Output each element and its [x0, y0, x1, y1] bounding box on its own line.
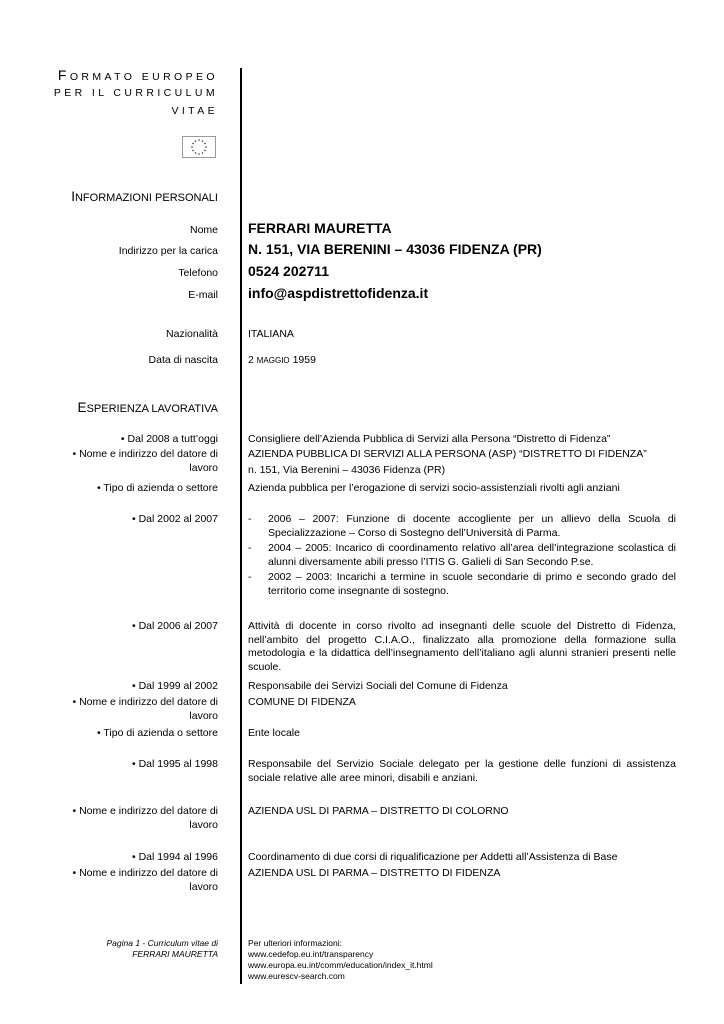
- e2-list: [248, 513, 676, 600]
- e1-employer: AZIENDA PUBBLICA DI SERVIZI ALLA PERSONA (ASP) “DISTRETTO DI FIDENZA”: [248, 448, 647, 460]
- e1-employer-address: n. 151, Via Berenini – 43036 Fidenza (PR): [248, 464, 446, 476]
- vertical-divider: [240, 68, 242, 984]
- telefono-label: Telefono: [178, 267, 218, 279]
- e1-role: Consigliere dell’Azienda Pubblica di Servizi alla Persona “Distretto di Fidenza”: [248, 433, 611, 445]
- e1-type: Azienda pubblica per l’erogazione di servizi socio-assistenziali rivolti agli anziani: [248, 482, 620, 494]
- e3-text: Attività di docente in corso rivolto ad insegnanti delle scuole del Distretto di Fidenza, nell’ambito del progetto C.I.A.O., finalizzato alla promozione della formazione sulla metodologia e la didattica dell’insegnamento dell’italiano agli alunni stranieri presenti nelle scuole.: [248, 620, 676, 673]
- e5-text: Responsabile del Servizio Sociale delegato per la gestione delle funzioni di assistenza sociale relative alle aree minori, disabili e anziani.: [248, 758, 676, 784]
- footer-info-label: Per ulteriori informazioni:: [248, 938, 343, 948]
- e4-employer-label: • Nome e indirizzo del datore di lavoro: [72, 696, 218, 722]
- email-label: E-mail: [188, 289, 218, 301]
- list-item: - 2004 – 2005: Incarico di coordinamento relativo all’area dell’integrazione scolastica di alunni diversamente abili presso l’ITIS G. Galieli di San Secondo P.se.: [248, 542, 676, 568]
- e1-employer-label: • Nome e indirizzo del datore di lavoro: [72, 448, 218, 474]
- eu-flag-logo: [182, 136, 216, 158]
- nazionalita-label: Nazionalità: [166, 328, 218, 340]
- nome-label: Nome: [189, 224, 218, 236]
- e4-type: Ente locale: [248, 727, 300, 739]
- section-personal-info: INFORMAZIONI PERSONALI: [71, 189, 218, 204]
- nascita-value: 2 MAGGIO 1959: [248, 354, 316, 366]
- e4-date: • Dal 1999 al 2002: [132, 680, 218, 692]
- nazionalita-value: ITALIANA: [248, 328, 294, 340]
- e4-text: Responsabile dei Servizi Sociali del Comune di Fidenza: [248, 680, 508, 692]
- list-item: - 2006 – 2007: Funzione di docente accogliente per un allievo della Scuola di Specializzazione – Corso di Sostegno dell’Università di Parma.: [248, 513, 676, 539]
- list-item: - 2002 – 2003: Incarichi a termine in scuole secondarie di primo e secondo grado del territorio come insegnante di sostegno.: [248, 571, 676, 597]
- e4-type-label: • Tipo di azienda o settore: [96, 727, 218, 739]
- e2-date: • Dal 2002 al 2007: [132, 513, 218, 525]
- cv-title-line3: VITAE: [171, 105, 218, 117]
- e6-text: Coordinamento di due corsi di riqualificazione per Addetti all’Assistenza di Base: [248, 851, 618, 863]
- cv-title-line1: FORMATO EUROPEO: [57, 67, 218, 83]
- nascita-label: Data di nascita: [148, 354, 218, 366]
- footer-link-europa[interactable]: www.europa.eu.int/comm/education/index_it.html: [248, 960, 433, 970]
- telefono-value: 0524 202711: [248, 263, 329, 279]
- e6-employer-label: • Nome e indirizzo del datore di lavoro: [72, 867, 218, 893]
- cv-title-line2: PER IL CURRICULUM: [53, 87, 218, 99]
- indirizzo-value: N. 151, VIA BERENINI – 43036 FIDENZA (PR): [248, 241, 542, 257]
- indirizzo-label: Indirizzo per la carica: [118, 245, 218, 257]
- e5-employer: AZIENDA USL DI PARMA – DISTRETTO DI COLORNO: [248, 805, 509, 817]
- nome-value: FERRARI MAURETTA: [248, 220, 392, 236]
- footer-link-cedefop[interactable]: www.cedefop.eu.int/transparency: [248, 949, 374, 959]
- footer-page-label: Pagina 1 - Curriculum vitae di: [106, 938, 218, 948]
- email-value: info@aspdistrettofidenza.it: [248, 285, 429, 301]
- e5-date: • Dal 1995 al 1998: [132, 758, 218, 770]
- e4-employer: COMUNE DI FIDENZA: [248, 696, 356, 708]
- e5-employer-label: • Nome e indirizzo del datore di lavoro: [72, 805, 218, 831]
- section-experience: ESPERIENZA LAVORATIVA: [77, 400, 218, 415]
- e6-employer: AZIENDA USL DI PARMA – DISTRETTO DI FIDENZA: [248, 867, 501, 879]
- footer-name: FERRARI MAURETTA: [132, 949, 218, 959]
- e3-date: • Dal 2006 al 2007: [132, 620, 218, 632]
- e6-date: • Dal 1994 al 1996: [132, 851, 218, 863]
- e1-type-label: • Tipo di azienda o settore: [96, 482, 218, 494]
- e1-date: • Dal 2008 a tutt’oggi: [120, 433, 218, 445]
- footer-link-eurescv[interactable]: www.eurescv-search.com: [248, 971, 345, 981]
